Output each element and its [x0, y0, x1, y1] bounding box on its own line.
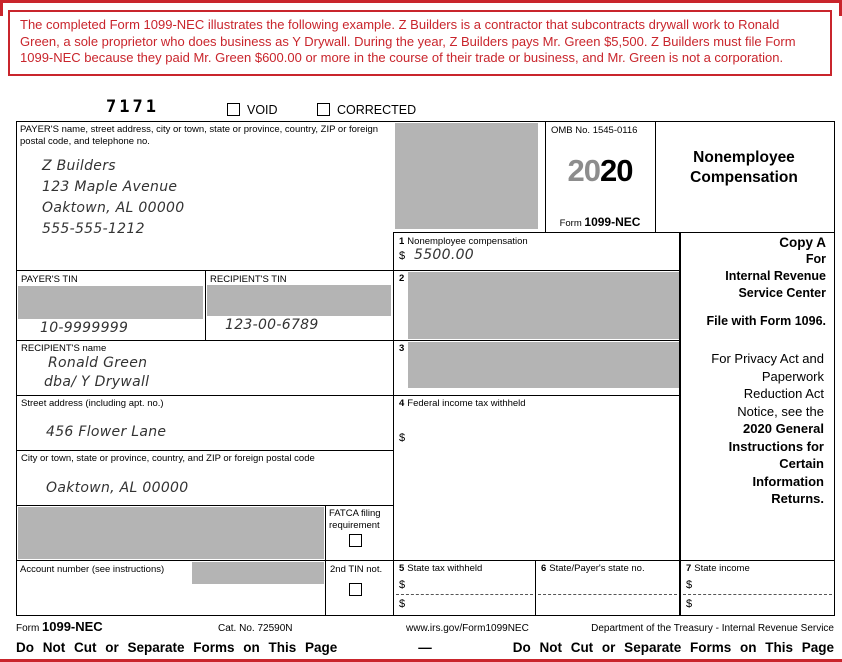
tax-year: [546, 153, 654, 189]
form-border-line: [16, 121, 835, 122]
privacy-bold-text: 2020 General Instructions for Certain Information Returns.: [728, 421, 824, 506]
box3-number-text: 3: [399, 343, 405, 354]
box4-label: [399, 398, 526, 410]
box1-number: 1: [399, 236, 405, 247]
void-label: VOID: [247, 103, 278, 117]
recipient-name-label: RECIPIENT'S name: [21, 343, 107, 354]
shaded-area-recipient-tin: [207, 285, 391, 316]
box2-number-text: 2: [399, 273, 405, 284]
box7-label: [686, 563, 750, 575]
payer-name-value: Z Builders: [42, 158, 116, 174]
city-label: City or town, state or province, country, and ZIP or foreign postal code: [21, 453, 315, 464]
page-border-top: [0, 0, 842, 3]
shaded-area-box3: [408, 342, 679, 388]
box5-number: 5: [399, 563, 405, 574]
copy-a-line: Internal Revenue: [725, 269, 826, 283]
fatca-label-line1: FATCA filing: [329, 508, 381, 519]
box2-number: [399, 273, 407, 285]
copy-a-line: For: [805, 252, 826, 266]
privacy-regular-text: For Privacy Act and Paperwork Reduction Act Notice, see the: [711, 351, 824, 419]
payer-box-label: PAYER'S name, street address, city or town, state or province, country, ZIP or foreign postal code, and telephone no.: [20, 124, 379, 147]
box6-label: [541, 563, 645, 575]
file-with-1096-note: File with Form 1096.: [706, 314, 826, 328]
city-value: Oaktown, AL 00000: [46, 480, 189, 496]
box5-dollar-sign-2: $: [399, 598, 406, 610]
form-border-line: [535, 560, 536, 616]
recipient-tin-label: RECIPIENT'S TIN: [210, 274, 287, 285]
payer-city-value: Oaktown, AL 00000: [42, 200, 185, 216]
copy-a-line: Service Center: [738, 286, 826, 300]
box5-dashed-divider: [396, 594, 533, 595]
box3-number: [399, 343, 407, 355]
form-border-line: [16, 340, 681, 341]
corrected-checkbox[interactable]: [317, 103, 330, 116]
shaded-area-fatca-row: [18, 507, 324, 559]
form-title: Nonemployee Compensation: [690, 149, 798, 186]
copy-a-block: [686, 234, 826, 328]
box5-dollar-sign-1: $: [399, 579, 406, 591]
form-print-code: 7171: [106, 97, 159, 117]
form-border-line: [16, 615, 835, 616]
footer-form-word: Form: [16, 623, 40, 634]
void-checkbox[interactable]: [227, 103, 240, 116]
footer-department: Department of the Treasury - Internal Revenue Service: [591, 623, 834, 634]
form-border-line: [16, 395, 681, 396]
box6-dashed-divider: [538, 594, 677, 595]
box4-number: 4: [399, 398, 405, 409]
box5-label: [399, 563, 482, 575]
form-border-line: [16, 270, 681, 271]
shaded-area-payer: [395, 123, 538, 229]
do-not-cut-text-right: Do Not Cut or Separate Forms on This Page: [512, 640, 834, 655]
payer-phone-value: 555-555-1212: [42, 221, 145, 237]
shaded-area-box2: [408, 272, 679, 339]
omb-number-label: OMB No. 1545-0116: [551, 125, 638, 136]
fatca-label: [329, 508, 389, 531]
form-number-block: [546, 215, 654, 229]
form-border-line: [325, 505, 326, 616]
box1-label: [399, 236, 528, 248]
box1-dollar-sign: $: [399, 250, 406, 262]
form-border-line: [393, 232, 394, 616]
second-tin-checkbox[interactable]: [349, 583, 362, 596]
form-border-line: [679, 232, 681, 616]
form-border-line: [393, 232, 835, 233]
box4-label-text: Federal income tax withheld: [407, 398, 526, 409]
form-number: 1099-NEC: [584, 215, 641, 229]
box6-label-text: State/Payer's state no.: [549, 563, 645, 574]
footer-form-number: 1099-NEC: [42, 619, 103, 634]
second-tin-label: 2nd TIN not.: [330, 564, 383, 575]
footer-website[interactable]: www.irs.gov/Form1099NEC: [406, 623, 529, 634]
page-border-tick-left: [0, 0, 3, 16]
form-border-line: [834, 121, 835, 616]
payer-tin-value: 10-9999999: [40, 320, 129, 336]
fatca-label-line2: requirement: [329, 519, 380, 531]
box4-dollar-sign: $: [399, 432, 406, 444]
box1-label-text: Nonemployee compensation: [407, 236, 528, 247]
street-address-label: Street address (including apt. no.): [21, 398, 164, 409]
privacy-act-notice: [710, 350, 824, 508]
tax-year-light: 20: [567, 153, 600, 188]
form-border-line: [16, 560, 835, 561]
do-not-cut-text-left: Do Not Cut or Separate Forms on This Page: [16, 640, 338, 655]
recipient-tin-value: 123-00-6789: [225, 317, 319, 333]
street-address-value: 456 Flower Lane: [46, 424, 167, 440]
example-instruction-note: The completed Form 1099-NEC illustrates the following example. Z Builders is a contractor that subcontracts drywall work to Ronald Green, a sole proprietor who does business as Y Drywall. During the year, Z Builders pays Mr. Green $5,500. Z Builders must file Form 1099-NEC because they paid Mr. Green $600.00 or more in the course of their trade or business, and Mr. Green is not a corporation.: [8, 10, 832, 76]
recipient-dba-value: dba/ Y Drywall: [44, 374, 150, 390]
corrected-label: CORRECTED: [337, 103, 417, 117]
footer-cat-no: Cat. No. 72590N: [218, 623, 293, 634]
box1-value: 5500.00: [414, 247, 474, 263]
form-border-line: [16, 450, 394, 451]
fatca-checkbox[interactable]: [349, 534, 362, 547]
shaded-area-payer-tin: [18, 286, 203, 319]
do-not-cut-separator: —: [418, 640, 432, 655]
recipient-name-value: Ronald Green: [48, 355, 148, 371]
form-border-line: [16, 505, 394, 506]
copy-a-line: Copy A: [779, 235, 826, 250]
box7-dollar-sign-2: $: [686, 598, 693, 610]
box6-number: 6: [541, 563, 547, 574]
box5-label-text: State tax withheld: [407, 563, 483, 574]
do-not-cut-line: [16, 640, 834, 655]
tax-year-bold: 20: [600, 153, 633, 188]
payer-street-value: 123 Maple Avenue: [42, 179, 178, 195]
form-word: Form: [559, 218, 582, 229]
form-border-line: [205, 270, 206, 341]
form-border-line: [16, 121, 17, 616]
payer-tin-label: PAYER'S TIN: [21, 274, 78, 285]
form-border-line: [655, 121, 656, 233]
shaded-area-account: [192, 562, 324, 584]
box7-label-text: State income: [694, 563, 750, 574]
account-number-label: Account number (see instructions): [20, 564, 165, 575]
box7-dollar-sign-1: $: [686, 579, 693, 591]
box7-number: 7: [686, 563, 692, 574]
box7-dashed-divider: [683, 594, 832, 595]
